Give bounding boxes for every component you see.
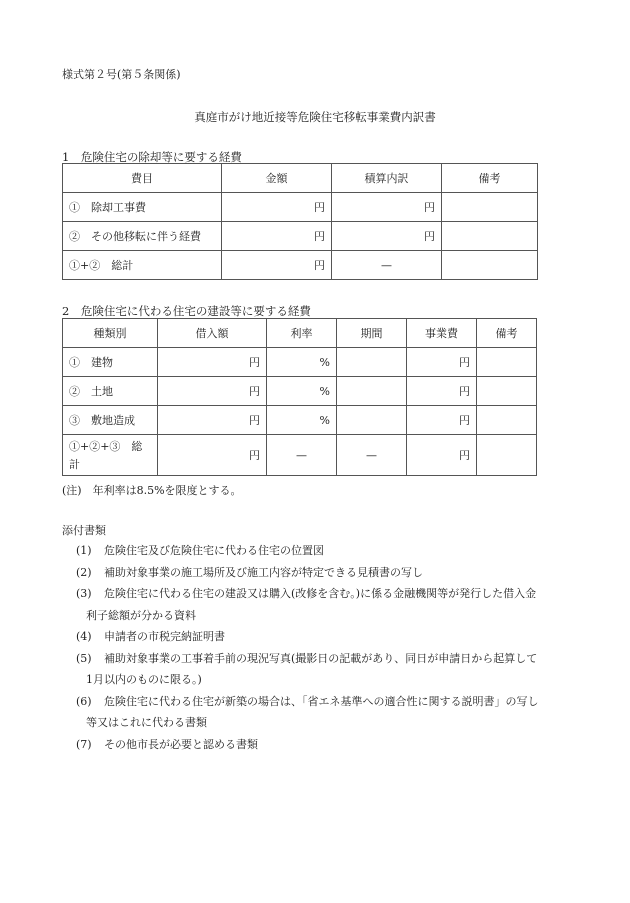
breakdown-cell[interactable]: 円 [332, 222, 442, 251]
col-header-remarks: 備考 [442, 164, 538, 193]
document-title: 真庭市がけ地近接等危険住宅移転事業費内訳書 [194, 110, 436, 124]
item-number: (2) [76, 565, 92, 579]
remarks-cell[interactable] [477, 377, 537, 406]
cost-cell[interactable]: 円 [407, 406, 477, 435]
attachments-list [76, 540, 586, 755]
item-text: 危険住宅に代わる住宅が新築の場合は、「省エネ基準への適合性に関する説明書」の写し [104, 694, 539, 708]
cost-cell[interactable]: 円 [407, 348, 477, 377]
col-header-rate: 利率 [267, 319, 337, 348]
col-header-type: 種類別 [63, 319, 158, 348]
item-text: 補助対象事業の工事着手前の現況写真(撮影日の記載があり、同日が申請日から起算して [104, 651, 538, 665]
item-text: 申請者の市税完納証明書 [104, 630, 225, 643]
remarks-cell[interactable] [477, 435, 537, 476]
construction-cost-table [62, 318, 537, 476]
item-cell: ①+②+③ 総計 [63, 435, 158, 476]
item-text: 危険住宅及び危険住宅に代わる住宅の位置図 [104, 544, 324, 557]
loan-cell[interactable]: 円 [158, 406, 267, 435]
item-text: その他市長が必要と認める書類 [104, 737, 258, 751]
item-number: (3) [76, 587, 92, 600]
col-header-item: 費目 [63, 164, 222, 193]
cost-cell[interactable]: 円 [407, 377, 477, 406]
period-cell[interactable] [337, 377, 407, 406]
remarks-cell[interactable] [477, 406, 537, 435]
item-number: (7) [76, 737, 92, 751]
rate-cell[interactable]: % [267, 406, 337, 435]
breakdown-cell: — [332, 251, 442, 280]
remarks-cell[interactable] [442, 193, 538, 222]
item-number: (1) [76, 544, 92, 557]
item-cell: ① 除却工事費 [63, 193, 222, 222]
col-header-breakdown: 積算内訳 [332, 164, 442, 193]
table-row-total [63, 435, 537, 476]
list-item [76, 626, 586, 648]
remarks-cell[interactable] [442, 251, 538, 280]
breakdown-cell[interactable]: 円 [332, 193, 442, 222]
item-cell: ① 建物 [63, 348, 158, 377]
list-item [76, 583, 586, 626]
period-cell[interactable] [337, 348, 407, 377]
loan-cell[interactable]: 円 [158, 435, 267, 476]
amount-cell[interactable]: 円 [222, 222, 332, 251]
col-header-cost: 事業費 [407, 319, 477, 348]
col-header-loan: 借入額 [158, 319, 267, 348]
item-text: 補助対象事業の施工場所及び施工内容が特定できる見積書の写し [104, 565, 423, 579]
item-cell: ② 土地 [63, 377, 158, 406]
list-item [76, 691, 586, 734]
item-cell: ② その他移転に伴う経費 [63, 222, 222, 251]
demolition-cost-table [62, 163, 538, 280]
table-header-row [63, 319, 537, 348]
item-cell: ①+② 総計 [63, 251, 222, 280]
section2-heading: 2 危険住宅に代わる住宅の建設等に要する経費 [62, 304, 311, 318]
item-number: (4) [76, 630, 92, 643]
amount-cell[interactable]: 円 [222, 193, 332, 222]
list-item [76, 562, 586, 584]
remarks-cell[interactable] [442, 222, 538, 251]
table-row [63, 193, 538, 222]
item-text-continued: 等又はこれに代わる書類 [86, 716, 207, 729]
amount-cell[interactable]: 円 [222, 251, 332, 280]
rate-cell[interactable]: % [267, 377, 337, 406]
table-row [63, 377, 537, 406]
rate-cell[interactable]: % [267, 348, 337, 377]
period-cell: — [337, 435, 407, 476]
col-header-remarks: 備考 [477, 319, 537, 348]
list-item [76, 734, 586, 756]
form-number: 様式第２号(第５条関係) [62, 68, 181, 81]
col-header-period: 期間 [337, 319, 407, 348]
item-cell: ③ 敷地造成 [63, 406, 158, 435]
item-text-continued: 利子総額が分かる資料 [86, 608, 196, 622]
table-header-row [63, 164, 538, 193]
period-cell[interactable] [337, 406, 407, 435]
rate-cell: — [267, 435, 337, 476]
list-item [76, 648, 586, 691]
table-row [63, 222, 538, 251]
table-row-total [63, 251, 538, 280]
attachments-title: 添付書類 [62, 524, 106, 537]
loan-cell[interactable]: 円 [158, 377, 267, 406]
list-item [76, 540, 586, 562]
item-number: (5) [76, 651, 92, 665]
cost-cell[interactable]: 円 [407, 435, 477, 476]
col-header-amount: 金額 [222, 164, 332, 193]
table-row [63, 348, 537, 377]
section1-heading: 1 危険住宅の除却等に要する経費 [62, 150, 242, 164]
item-number: (6) [76, 694, 92, 708]
remarks-cell[interactable] [477, 348, 537, 377]
table-row [63, 406, 537, 435]
interest-rate-note: (注) 年利率は8.5%を限度とする。 [62, 484, 242, 497]
loan-cell[interactable]: 円 [158, 348, 267, 377]
item-text: 危険住宅に代わる住宅の建設又は購入(改修を含む。)に係る金融機関等が発行した借入金 [104, 587, 537, 600]
item-text-continued: 1月以内のものに限る。) [86, 673, 202, 686]
